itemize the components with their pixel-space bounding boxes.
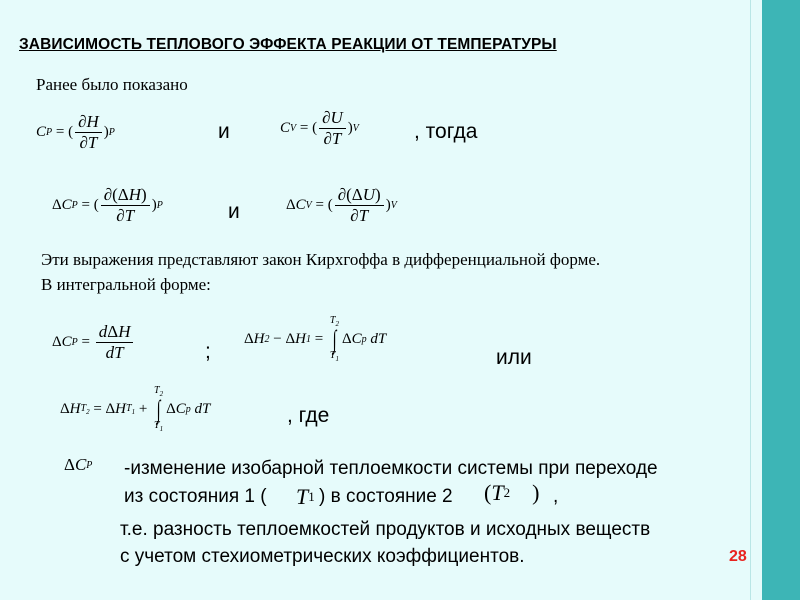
slide-title: ЗАВИСИМОСТЬ ТЕПЛОВОГО ЭФФЕКТА РЕАКЦИИ ОТ ТЕМПЕРАТУРЫ xyxy=(19,36,557,53)
kirchhoff-text-1: Эти выражения представляют закон Кирхгоффа в дифференциальной форме. xyxy=(41,250,601,269)
formula-integral-1: Δ H 2 − Δ H 1 = $T_2$ ∫ $T_1$ Δ C p dT xyxy=(244,315,387,364)
semicolon: ; xyxy=(205,340,211,363)
side-divider-line xyxy=(750,0,751,600)
or-word: или xyxy=(496,346,532,369)
kirchhoff-text-2: В интегральной форме: xyxy=(41,275,211,294)
then-word: , тогда xyxy=(414,120,478,143)
formula-cp: C P = ( $\frac{\partial H}{\partial T}$ ) P xyxy=(36,112,115,152)
and-word-2: и xyxy=(228,200,240,223)
symbol-t2: ( T 2 ) xyxy=(484,480,540,505)
formula-delta-cv: Δ C V = ( $\frac{\partial(\Delta U)}{\partial T}$ ) V xyxy=(286,185,397,225)
symbol-delta-cp: Δ C P xyxy=(64,455,93,474)
and-word-1: и xyxy=(218,120,230,143)
desc-text-2b: ) в состояние 2 xyxy=(319,486,453,507)
symbol-t1: T 1 xyxy=(296,484,315,509)
formula-delta-cp: Δ C P = ( $\frac{\partial(\Delta H)}{\partial T}$ ) P xyxy=(52,185,163,225)
desc-text-2a: из состояния 1 ( xyxy=(124,486,267,507)
note-text-1: т.е. разность теплоемкостей продуктов и исходных веществ xyxy=(120,519,651,540)
note-text-2: с учетом стехиометрических коэффициентов. xyxy=(120,546,525,567)
formula-delta-cp-derivative: Δ C P = $\frac{\text{dΔH}}{dT}$ xyxy=(52,322,135,362)
desc-text-1: -изменение изобарной теплоемкости системы при переходе xyxy=(124,458,658,479)
right-accent-bar xyxy=(762,0,800,600)
desc-text-2c: , xyxy=(553,486,559,507)
page-number: 28 xyxy=(729,548,747,565)
formula-cv: C V = ( $\frac{\partial U}{\partial T}$ ) V xyxy=(280,108,359,148)
where-word: , где xyxy=(287,404,330,427)
formula-integral-2: Δ H $T_2$ = Δ H $T_1$ + $T_2$ ∫ $T_1$ Δ C p dT xyxy=(60,385,211,434)
intro-text: Ранее было показано xyxy=(36,75,188,94)
